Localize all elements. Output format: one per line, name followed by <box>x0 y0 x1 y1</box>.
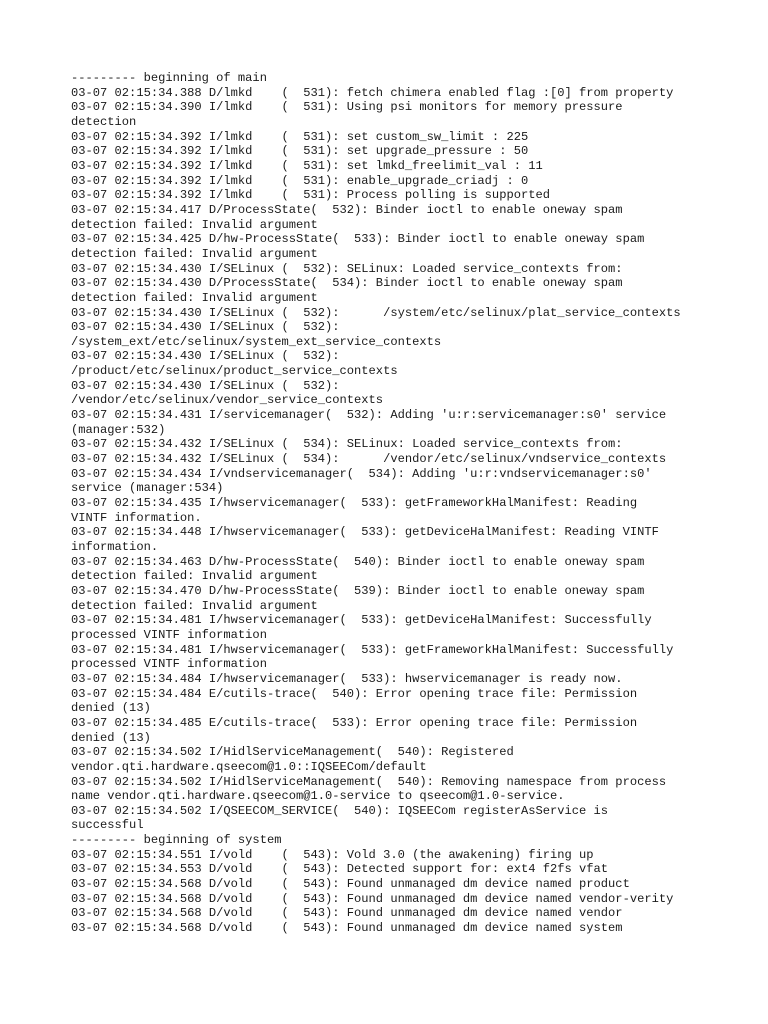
log-line: 03-07 02:15:34.392 I/lmkd ( 531): enable_upgrade_criadj : 0 <box>71 173 529 188</box>
log-line: detection failed: Invalid argument <box>71 217 318 232</box>
log-line: 03-07 02:15:34.432 I/SELinux ( 534): SELinux: Loaded service_contexts from: <box>71 437 623 452</box>
log-line: 03-07 02:15:34.430 I/SELinux ( 532): /system/etc/selinux/plat_service_contexts <box>71 305 681 320</box>
log-line: 03-07 02:15:34.470 D/hw-ProcessState( 539): Binder ioctl to enable oneway spam <box>71 583 645 598</box>
log-document <box>71 71 731 936</box>
log-line: denied (13) <box>71 701 151 716</box>
log-line: 03-07 02:15:34.484 I/hwservicemanager( 533): hwservicemanager is ready now. <box>71 671 623 686</box>
log-line: 03-07 02:15:34.392 I/lmkd ( 531): set custom_sw_limit : 225 <box>71 129 529 144</box>
log-line: 03-07 02:15:34.448 I/hwservicemanager( 533): getDeviceHalManifest: Reading VINTF <box>71 525 659 540</box>
log-line: 03-07 02:15:34.390 I/lmkd ( 531): Using psi monitors for memory pressure <box>71 100 623 115</box>
log-line: detection failed: Invalid argument <box>71 290 318 305</box>
log-line: 03-07 02:15:34.430 D/ProcessState( 534): Binder ioctl to enable oneway spam <box>71 276 623 291</box>
log-line: 03-07 02:15:34.568 D/vold ( 543): Found unmanaged dm device named system <box>71 921 623 936</box>
log-line: 03-07 02:15:34.432 I/SELinux ( 534): /vendor/etc/selinux/vndservice_contexts <box>71 452 667 467</box>
log-line: detection failed: Invalid argument <box>71 569 318 584</box>
log-line: 03-07 02:15:34.502 I/HidlServiceManagement( 540): Removing namespace from process <box>71 774 667 789</box>
log-line: VINTF information. <box>71 510 202 525</box>
log-line: 03-07 02:15:34.568 D/vold ( 543): Found unmanaged dm device named product <box>71 877 630 892</box>
log-line: 03-07 02:15:34.435 I/hwservicemanager( 533): getFrameworkHalManifest: Reading <box>71 496 638 511</box>
log-line: 03-07 02:15:34.392 I/lmkd ( 531): Process polling is supported <box>71 188 550 203</box>
log-line: name vendor.qti.hardware.qseecom@1.0-service to qseecom@1.0-service. <box>71 789 565 804</box>
log-line: 03-07 02:15:34.430 I/SELinux ( 532): <box>71 320 340 335</box>
log-line: --------- beginning of main <box>71 71 267 85</box>
log-line: 03-07 02:15:34.430 I/SELinux ( 532): SELinux: Loaded service_contexts from: <box>71 261 623 276</box>
log-line: 03-07 02:15:34.417 D/ProcessState( 532): Binder ioctl to enable oneway spam <box>71 202 623 217</box>
log-line: 03-07 02:15:34.553 D/vold ( 543): Detected support for: ext4 f2fs vfat <box>71 862 609 877</box>
log-line: denied (13) <box>71 730 151 745</box>
log-line: 03-07 02:15:34.392 I/lmkd ( 531): set upgrade_pressure : 50 <box>71 144 529 159</box>
log-line: 03-07 02:15:34.481 I/hwservicemanager( 533): getDeviceHalManifest: Successfully <box>71 613 652 628</box>
log-line: --------- beginning of system <box>71 833 282 848</box>
log-line: (manager:532) <box>71 422 166 437</box>
log-line: 03-07 02:15:34.430 I/SELinux ( 532): <box>71 378 340 393</box>
log-line: 03-07 02:15:34.568 D/vold ( 543): Found unmanaged dm device named vendor <box>71 906 623 921</box>
log-line: 03-07 02:15:34.463 D/hw-ProcessState( 540): Binder ioctl to enable oneway spam <box>71 554 645 569</box>
log-line: 03-07 02:15:34.392 I/lmkd ( 531): set lmkd_freelimit_val : 11 <box>71 158 543 173</box>
log-line: 03-07 02:15:34.502 I/HidlServiceManagement( 540): Registered <box>71 745 514 760</box>
log-line: 03-07 02:15:34.425 D/hw-ProcessState( 533): Binder ioctl to enable oneway spam <box>71 232 645 247</box>
log-line: processed VINTF information <box>71 627 267 642</box>
log-line: 03-07 02:15:34.551 I/vold ( 543): Vold 3.0 (the awakening) firing up <box>71 847 594 862</box>
log-line: 03-07 02:15:34.484 E/cutils-trace( 540): Error opening trace file: Permission <box>71 686 638 701</box>
log-line: 03-07 02:15:34.502 I/QSEECOM_SERVICE( 540): IQSEECom registerAsService is <box>71 803 609 818</box>
log-line: /system_ext/etc/selinux/system_ext_service_contexts <box>71 334 442 349</box>
log-line: service (manager:534) <box>71 481 224 496</box>
log-line: detection failed: Invalid argument <box>71 246 318 261</box>
log-line: detection <box>71 114 137 129</box>
log-line: 03-07 02:15:34.431 I/servicemanager( 532): Adding 'u:r:servicemanager:s0' service <box>71 408 667 423</box>
log-line: /vendor/etc/selinux/vendor_service_contexts <box>71 393 384 408</box>
log-line: 03-07 02:15:34.485 E/cutils-trace( 533): Error opening trace file: Permission <box>71 715 638 730</box>
log-line: vendor.qti.hardware.qseecom@1.0::IQSEECom/default <box>71 759 427 774</box>
log-line: 03-07 02:15:34.388 D/lmkd ( 531): fetch chimera enabled flag :[0] from property <box>71 85 674 100</box>
log-line: processed VINTF information <box>71 657 267 672</box>
log-line: /product/etc/selinux/product_service_contexts <box>71 364 398 379</box>
log-line: detection failed: Invalid argument <box>71 598 318 613</box>
log-line: 03-07 02:15:34.434 I/vndservicemanager( 534): Adding 'u:r:vndservicemanager:s0' <box>71 466 652 481</box>
log-line: successful <box>71 818 144 833</box>
log-line: 03-07 02:15:34.568 D/vold ( 543): Found unmanaged dm device named vendor-verity <box>71 891 674 906</box>
log-line: information. <box>71 540 159 554</box>
log-line: 03-07 02:15:34.481 I/hwservicemanager( 533): getFrameworkHalManifest: Successfully <box>71 642 674 657</box>
log-line: 03-07 02:15:34.430 I/SELinux ( 532): <box>71 349 340 364</box>
